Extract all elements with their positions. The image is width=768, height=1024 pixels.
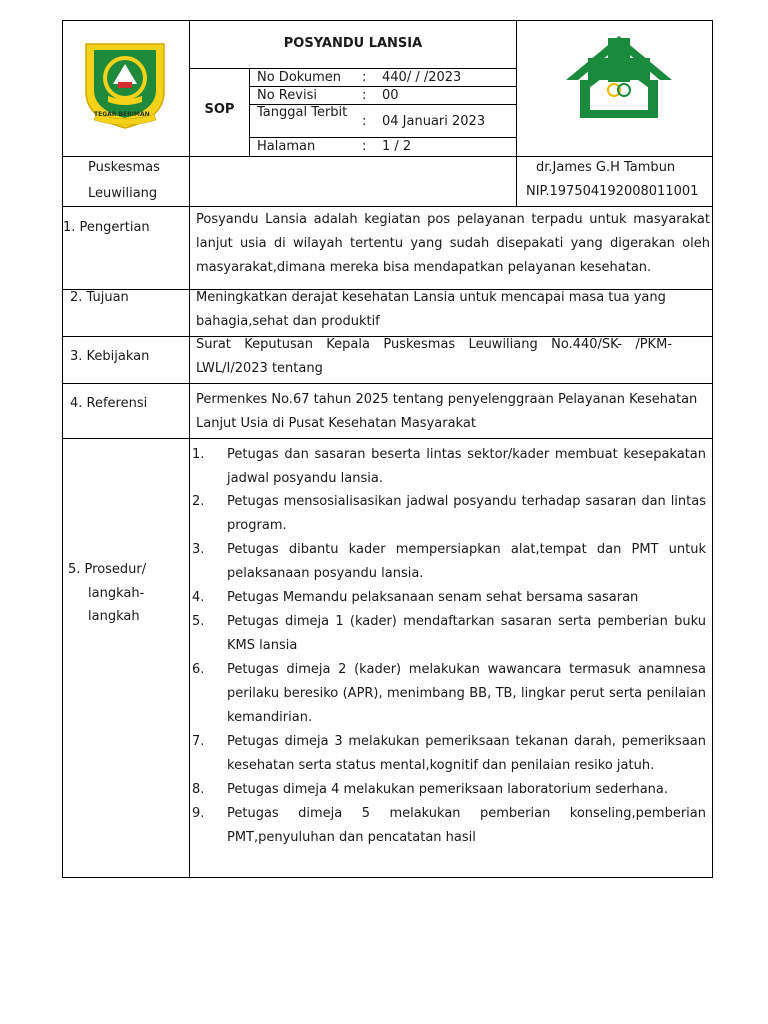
org-name-line2: Leuwiliang [88, 186, 158, 201]
procedure-step [192, 730, 706, 778]
page-title: POSYANDU LANSIA [283, 36, 423, 51]
procedure-step [192, 802, 706, 850]
step-text: Petugas dibantu kader mempersiapkan alat,tempat dan PMT untuk pelaksanaan posyandu lansia. [227, 542, 706, 581]
section-label-pengertian: 1. Pengertian [63, 220, 150, 235]
doc-info-label: No Revisi [257, 88, 317, 103]
section-text-kebijakan: Surat Keputusan Kepala Puskesmas Leuwiliang No.440/SK- /PKM-LWL/I/2023 tentang [196, 337, 672, 376]
section-text-pengertian: Posyandu Lansia adalah kegiatan pos pelayanan terpadu untuk masyarakat lanjut usia di wilayah tertentu yang sudah disepakati yang digerakan oleh masyarakat,dimana mereka bisa mendapatkan pelayanan kesehatan. [196, 212, 710, 275]
doc-info-value: 440/ / /2023 [382, 70, 462, 85]
doc-info-label: Tanggal Terbit [257, 105, 348, 120]
step-text: Petugas dan sasaran beserta lintas sektor/kader membuat kesepakatan jadwal posyandu lansia. [227, 447, 706, 486]
step-text: Petugas Memandu pelaksanaan senam sehat bersama sasaran [227, 590, 639, 605]
signer-nip: NIP.197504192008011001 [526, 184, 699, 199]
section-label-prosedur-line2: langkah- [88, 586, 145, 601]
step-text: Petugas dimeja 1 (kader) mendaftarkan sasaran serta pemberian buku KMS lansia [227, 614, 706, 653]
step-text: Petugas dimeja 2 (kader) melakukan wawancara termasuk anamnesa perilaku beresiko (APR), menimbang BB, TB, lingkar perut serta penilaian kemandirian. [227, 662, 706, 725]
step-text: Petugas mensosialisasikan jadwal posyandu terhadap sasaran dan lintas program. [227, 494, 706, 533]
section-label-tujuan: 2. Tujuan [70, 290, 129, 305]
step-number: 2. [192, 494, 205, 509]
step-text: Petugas dimeja 4 melakukan pemeriksaan laboratorium sederhana. [227, 782, 669, 797]
step-text: Petugas dimeja 5 melakukan pemberian konseling,pemberian PMT,penyuluhan dan pencatatan hasil [227, 806, 706, 845]
section-text-referensi: Permenkes No.67 tahun 2025 tentang penyelenggraan Pelayanan Kesehatan Lanjut Usia di Pusat Kesehatan Masyarakat [196, 392, 698, 431]
section-label-prosedur-line3: langkah [88, 609, 140, 624]
step-number: 3. [192, 542, 205, 557]
procedure-step [192, 490, 706, 538]
org-name-line1: Puskesmas [88, 160, 160, 175]
emblem-banner-text: TEGAR BERIMAN [94, 111, 150, 118]
doc-info-value: 00 [382, 88, 399, 103]
step-number: 9. [192, 806, 205, 821]
doc-info-label: Halaman [257, 139, 316, 154]
procedure-step [192, 658, 706, 730]
doc-info-sep: : [362, 139, 367, 154]
signer-name: dr.James G.H Tambun [536, 160, 676, 175]
procedure-step [192, 610, 706, 658]
section-text-tujuan: Meningkatkan derajat kesehatan Lansia untuk mencapai masa tua yang bahagia,sehat dan produktif [196, 290, 666, 329]
puskesmas-cross-house-icon [562, 32, 676, 122]
doc-info-value: 04 Januari 2023 [382, 114, 486, 129]
doc-info-value: 1 / 2 [382, 139, 412, 154]
step-number: 7. [192, 734, 205, 749]
procedure-step [192, 586, 706, 610]
step-number: 6. [192, 662, 205, 677]
step-number: 5. [192, 614, 205, 629]
doc-info-sep: : [362, 70, 367, 85]
procedure-step [192, 443, 706, 491]
section-label-referensi: 4. Referensi [70, 396, 148, 411]
sop-label: SOP [204, 102, 235, 117]
step-number: 4. [192, 590, 205, 605]
section-label-kebijakan: 3. Kebijakan [70, 349, 150, 364]
doc-info-label: No Dokumen [257, 70, 342, 85]
procedure-step [192, 538, 706, 586]
step-number: 8. [192, 782, 205, 797]
step-number: 1. [192, 447, 205, 462]
section-label-prosedur: 5. Prosedur/ [68, 562, 147, 577]
doc-info-sep: : [362, 114, 367, 129]
step-text: Petugas dimeja 3 melakukan pemeriksaan tekanan darah, pemeriksaan kesehatan serta status mental,kognitif dan penilaian resiko jatuh. [227, 734, 706, 773]
doc-info-sep: : [362, 88, 367, 103]
procedure-step [192, 778, 706, 802]
